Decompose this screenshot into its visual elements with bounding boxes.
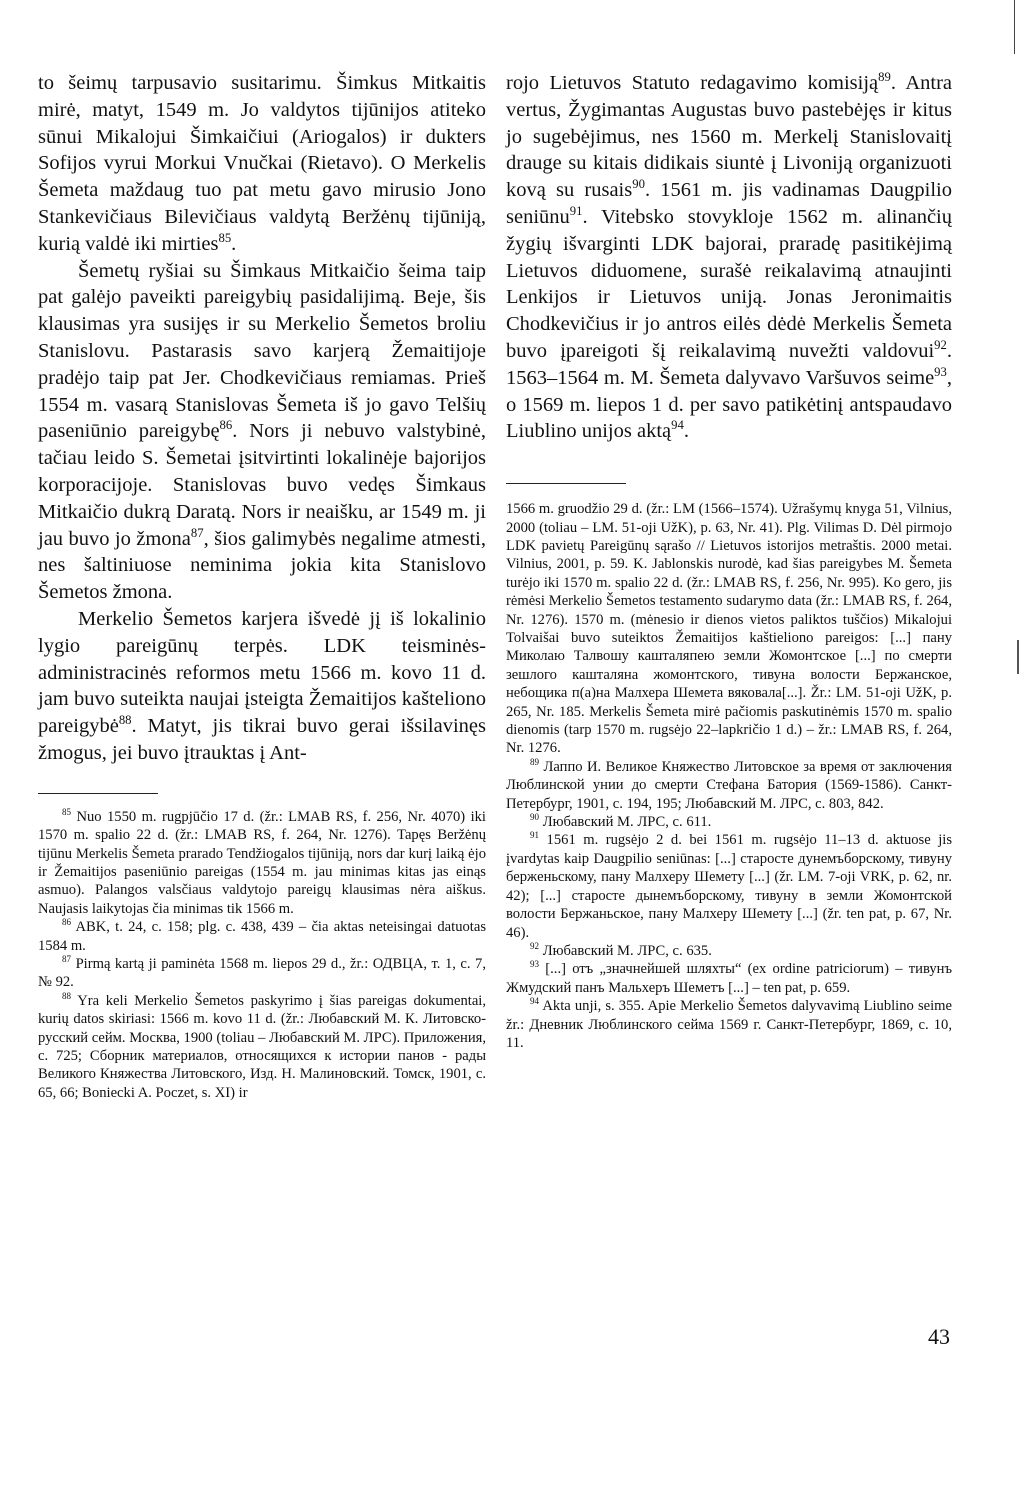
paragraph-text: rojo Lietuvos Statuto redagavimo komisiją xyxy=(506,72,879,94)
footnote-text: Лаппо И. Великое Княжество Литовское за время от заключения Люблинской унии до смерти Стефана Батория (1569-1586). Санкт-Петербург, 1901, с. 194, 195; Любавский М. ЛРС, с. 803, 842. xyxy=(506,758,952,812)
footnote-93 xyxy=(506,960,952,997)
footnote-text: Любавский М. ЛРС, с. 611. xyxy=(542,814,712,831)
paragraph-text: . 1563–1564 m. M. Šemeta dalyvavo Varšuvos seime xyxy=(506,339,952,389)
right-footnotes xyxy=(506,500,952,1052)
footnote-85 xyxy=(38,808,486,918)
footnote-87 xyxy=(38,955,486,992)
footnote-86 xyxy=(38,918,486,955)
footnote-text: ABK, t. 24, c. 158; plg. c. 438, 439 – čia aktas neteisingai datuotas 1584 m. xyxy=(38,919,487,954)
footnote-text: Pirmą kartą ji paminėta 1568 m. liepos 29 d., žr.: ОДВЦА, т. 1, с. 7, № 92. xyxy=(38,955,486,991)
paragraph-text: , šios galimybės negalime atmesti, nes šaltiniuose neminima jokia kita Stanislovo Šemetos žmona. xyxy=(38,527,486,604)
footnote-88 xyxy=(38,992,486,1102)
footnote-number: 87 xyxy=(62,954,72,965)
footnote-ref: 85 xyxy=(218,230,232,245)
paragraph xyxy=(506,70,952,445)
left-footnotes xyxy=(38,808,486,1103)
footnote-text: Nuo 1550 m. rugpjūčio 17 d. (žr.: LMAB RS, f. 256, Nr. 4070) iki 1570 m. spalio 22 d. (žr.: LMAB RS, f. 264, Nr. 1276). Tapęs Beržėnų tijūnu Merkelis Šemeta prarado Tendžiogalos tijūniją, nors dar kurį laiką ėjo ir Žemaitijos paseniūnio pareigas (1554 m. jau minimas kitas jas einąs asmuo). Palangos valsčiaus valdytojo pareigų klausimas nėra aiškus. Naujasis laikytojas čia minimas tik 1566 m. xyxy=(38,808,486,917)
paragraph-text: . Nors ji nebuvo valstybinė, tačiau leido S. Šemetai įsitvirtinti lokalinėje bajorijos korporacijoje. Stanislovas buvo vedęs Šimkaus Mitkaičio dukrą Daratą. Nors ir neaišku, ar 1549 m. ji jau buvo jo žmona xyxy=(38,420,486,550)
footnote-number: 89 xyxy=(530,756,540,767)
footnote-92 xyxy=(506,942,952,960)
footnote-text: 1561 m. rugsėjo 2 d. bei 1561 m. rugsėjo 11–13 d. aktuose jis įvardytas kaip Daugpilio seniūnas: [...] староcте дунемъборскому, тивуну бержeньскому, пану Малхеру Шемету [...] (žr. LM. 7-oji VRK, p. 62, nr. 42); [...] староcте дынемъборскому, тивуну в земли Жомонтской волости Бержаньское, пану Малхеру Шемету [...] (žr. ten pat, p. 67, Nr. 46). xyxy=(506,832,952,941)
footnote-rule xyxy=(506,483,626,484)
footnote-ref: 86 xyxy=(219,418,233,433)
right-main-text xyxy=(506,70,952,445)
paragraph xyxy=(38,606,486,767)
paragraph-text: . xyxy=(231,232,237,255)
paragraph-text: to šeimų tarpusavio susitarimu. Šimkus Mitkaitis mirė, matyt, 1549 m. Jo valdytos tijūnijos atiteko sūnui Mikalojui Šimkaičiui (Ariogalos) ir dukters Sofijos vyrui Morkui Vnučkai (Rietavo). O Merkelis Šemeta maždaug tuo pat metu gavo mirusio Jono Stankevičiaus Bilevičiaus valdytą Beržėnų tijūniją, kurią valdė iki mirties xyxy=(38,72,486,255)
right-column xyxy=(506,70,952,1052)
left-main-text xyxy=(38,70,486,767)
footnote-ref: 91 xyxy=(569,204,583,219)
paragraph xyxy=(38,70,486,258)
footnote-number: 91 xyxy=(530,830,540,841)
scan-edge-mark xyxy=(1017,640,1019,674)
paragraph-text: Šemetų ryšiai su Šimkaus Mitkaičio šeima taip pat galėjo paveikti pareigybių pasidalijimą. Beje, šis klausimas yra susijęs ir su Merkelio Šemetos broliu Stanislovu. Pastarasis savo karjerą Žemaitijoje pradėjo taip pat Jer. Chodkevičiaus remiamas. Prieš 1554 m. vasarą Stanislovas Šemeta iš jo gavo Telšių paseniūnio pareigybę xyxy=(38,259,486,443)
paragraph-text: Merkelio Šemetos karjera išvedė jį iš lokalinio lygio pareigūnų terpės. LDK teisminės-administracinės reformos metu 1566 m. kovo 11 d. jam buvo suteikta naujai įsteigta Žemaitijos kašteliono pareigybė xyxy=(38,607,486,738)
paragraph-text: , o 1569 m. liepos 1 d. per savo patikėtinį antspaudavo Liublino unijos aktą xyxy=(506,366,952,443)
footnote-ref: 90 xyxy=(632,177,645,192)
footnote-ref: 94 xyxy=(671,418,684,433)
footnote-94 xyxy=(506,997,952,1052)
paragraph-text: . Matyt, jis tikrai buvo gerai išsilavinęs žmogus, jei buvo įtrauktas į Ant- xyxy=(38,715,486,764)
footnote-ref: 93 xyxy=(934,364,947,379)
scan-edge-mark xyxy=(1014,0,1015,54)
paragraph-text: . xyxy=(683,420,689,443)
footnote-number: 85 xyxy=(62,806,72,817)
footnote-text: Yra keli Merkelio Šemetos paskyrimo į šias pareigas dokumentai, kurių datos skiriasi: 1566 m. kovo 11 d. (žr.: Любавский М. К. Литовско-русский сейм. Москва, 1900 (toliau – Любавский М. ЛРС). Приложения, с. 725; Сборник материалов, относящихся к истории панов - рады Великого Княжества Литовского, Изд. Н. Малиновский. Томск, 1901, с. 65, 66; Boniecki A. Poczet, s. XI) ir xyxy=(38,992,486,1101)
footnote-number: 94 xyxy=(530,996,540,1007)
footnote-number: 90 xyxy=(530,812,540,823)
footnote-90 xyxy=(506,813,952,831)
footnote-text: Akta unji, s. 355. Apie Merkelio Šemetos dalyvavimą Liublino seime žr.: Дневник Люблинского сейма 1569 г. Санкт-Петербург, 1869, с. 10, 11. xyxy=(506,998,952,1051)
footnote-text: [...] отъ „значнейшей шляхты“ (ex ordine patriciorum) – тивунъ Жмудский панъ Мальхеръ Шеметъ [...] – ten pat, p. 659. xyxy=(506,961,953,996)
footnote-number: 93 xyxy=(530,959,540,970)
paragraph-text: . Vitebsko stovykloje 1562 m. alinančių žygių išvarginti LDK bajorai, praradę pasitikėjimą Lietuvos diduomene, surašė reikalavimą atnaujinti Lenkijos ir Lietuvos uniją. Jonas Jeronimaitis Chodkevičius ir jo antros eilės dėdė Merkelis Šemeta buvo įpareigoti šį reikalavimą nuvežti valdovui xyxy=(506,205,952,362)
footnote-89 xyxy=(506,758,952,813)
page-number: 43 xyxy=(928,1324,950,1349)
paragraph-text: . Antra vertus, Žygimantas Augustas buvo pastebėjęs ir kitus jo sugebėjimus, nes 1560 m. Merkelį Stanislovaitį drauge su kitais didikais siuntė į Livoniją organizuoti kovą su rusais xyxy=(506,72,952,202)
footnote-number: 92 xyxy=(530,941,540,952)
paragraph-text: . 1561 m. jis vadinamas Daugpilio seniūnu xyxy=(506,179,952,228)
paragraph xyxy=(38,258,486,606)
left-column xyxy=(38,70,486,1102)
footnote-91 xyxy=(506,831,952,941)
footnote-ref: 89 xyxy=(878,70,891,85)
footnote-ref: 88 xyxy=(118,713,132,728)
footnote-number: 86 xyxy=(62,917,72,928)
footnote-number: 88 xyxy=(62,990,72,1001)
footnote-88-continued: 1566 m. gruodžio 29 d. (žr.: LM (1566–1574). Užrašymų knyga 51, Vilnius, 2000 (toliau – LM. 51-oji UžK), p. 63, Nr. 41). Plg. Vilimas D. Dėl pirmojo LDK pavietų Pareigūnų sąrašo // Lietuvos istorijos metraštis. 2000 metai. Vilnius, 2001, p. 59. K. Jablonskis nurodė, kad šias pareigybes M. Šemeta turėjo iki 1570 m. spalio 22 d. (žr.: LMAB RS, f. 256, Nr. 995). Ko gero, jis rėmėsi Merkelio Šemetos testamento sudarymo data (žr.: LMAB RS, f. 264, Nr. 1276). 1570 m. (mėnesio ir dienos vietos paliktos tuščios) Mikalojui Tolvaišai buvo suteiktos Žemaitijos kaštieliono pareigos: [...] пану Миколаю Талвошу кашталяпею земли Жомонтское [...] по смерти зешлого кашталяна жомонтского, тивуна волости Бержанское, небощика п(а)на Малхера Шемета вяковала[...]. Žr.: LM. 51-oji UžK, p. 265, Nr. 185. Merkelis Šemeta mirė pačiomis paskutinėmis 1570 m. spalio dienomis (tarp 1570 m. rugsėjo 22–lapkričio 1 d.) – žr.: LMAB RS, f. 264, Nr. 1276. xyxy=(506,501,952,757)
footnote-ref: 92 xyxy=(934,338,947,353)
footnote-text: Любавский М. ЛРС, с. 635. xyxy=(542,942,712,959)
footnote-rule xyxy=(38,793,158,794)
footnote-ref: 87 xyxy=(190,525,204,540)
